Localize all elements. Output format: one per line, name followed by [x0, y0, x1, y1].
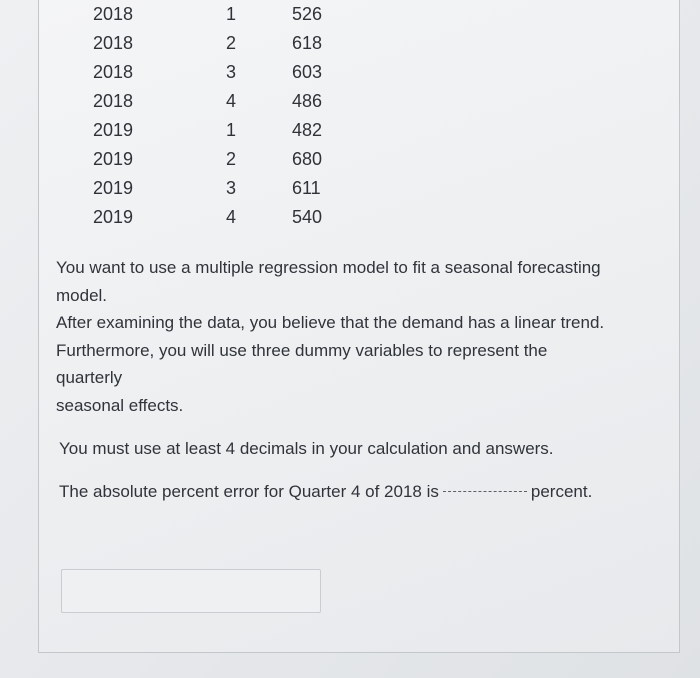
demand-cell: 680	[292, 149, 323, 169]
demand-cell: 486	[292, 91, 323, 111]
year-cell: 2019	[93, 207, 134, 227]
table-row	[39, 0, 679, 28]
table-row	[39, 58, 679, 86]
table-row	[39, 87, 679, 115]
table-row	[39, 145, 679, 173]
table-row	[39, 174, 679, 202]
table-row	[39, 29, 679, 57]
demand-cell: 611	[292, 178, 321, 198]
question-text-line: Furthermore, you will use three dummy variables to represent the	[56, 340, 548, 360]
year-cell: 2019	[93, 178, 134, 198]
demand-cell: 482	[292, 120, 323, 140]
table-row	[39, 203, 679, 231]
prompt-unit: percent.	[530, 482, 593, 501]
question-panel	[38, 0, 680, 653]
answer-input[interactable]	[61, 569, 321, 613]
question-prompt	[59, 478, 659, 506]
year-cell: 2019	[93, 149, 134, 169]
question-text-line: quarterly	[56, 368, 123, 387]
year-cell: 2018	[93, 4, 134, 24]
quarter-cell: 2	[225, 149, 236, 169]
quarter-cell: 2	[225, 33, 236, 53]
question-paragraph-intro	[56, 254, 656, 419]
demand-cell: 603	[292, 62, 323, 82]
question-text-line: After examining the data, you believe that the demand has a linear trend.	[56, 313, 605, 332]
quarter-cell: 1	[225, 120, 236, 140]
demand-cell: 618	[292, 33, 323, 53]
year-cell: 2018	[93, 62, 134, 82]
decimals-note: You must use at least 4 decimals in your calculation and answers.	[59, 439, 554, 458]
question-text-line: seasonal effects.	[56, 395, 184, 415]
demand-cell: 526	[292, 4, 323, 24]
question-text-line: model.	[56, 285, 108, 305]
quarter-cell: 4	[225, 207, 236, 227]
question-text-line: You want to use a multiple regression model to fit a seasonal forecasting	[56, 258, 601, 277]
quarter-cell: 3	[225, 178, 236, 198]
demand-cell: 540	[292, 207, 323, 227]
year-cell: 2019	[93, 120, 134, 140]
prompt-text: The absolute percent error for Quarter 4 of 2018 is	[59, 482, 439, 501]
quarter-cell: 3	[225, 62, 236, 82]
table-row	[39, 116, 679, 144]
quarter-cell: 4	[225, 91, 236, 111]
quarter-cell: 1	[225, 4, 236, 24]
answer-blank	[443, 491, 527, 492]
year-cell: 2018	[93, 91, 134, 111]
year-cell: 2018	[93, 33, 134, 53]
